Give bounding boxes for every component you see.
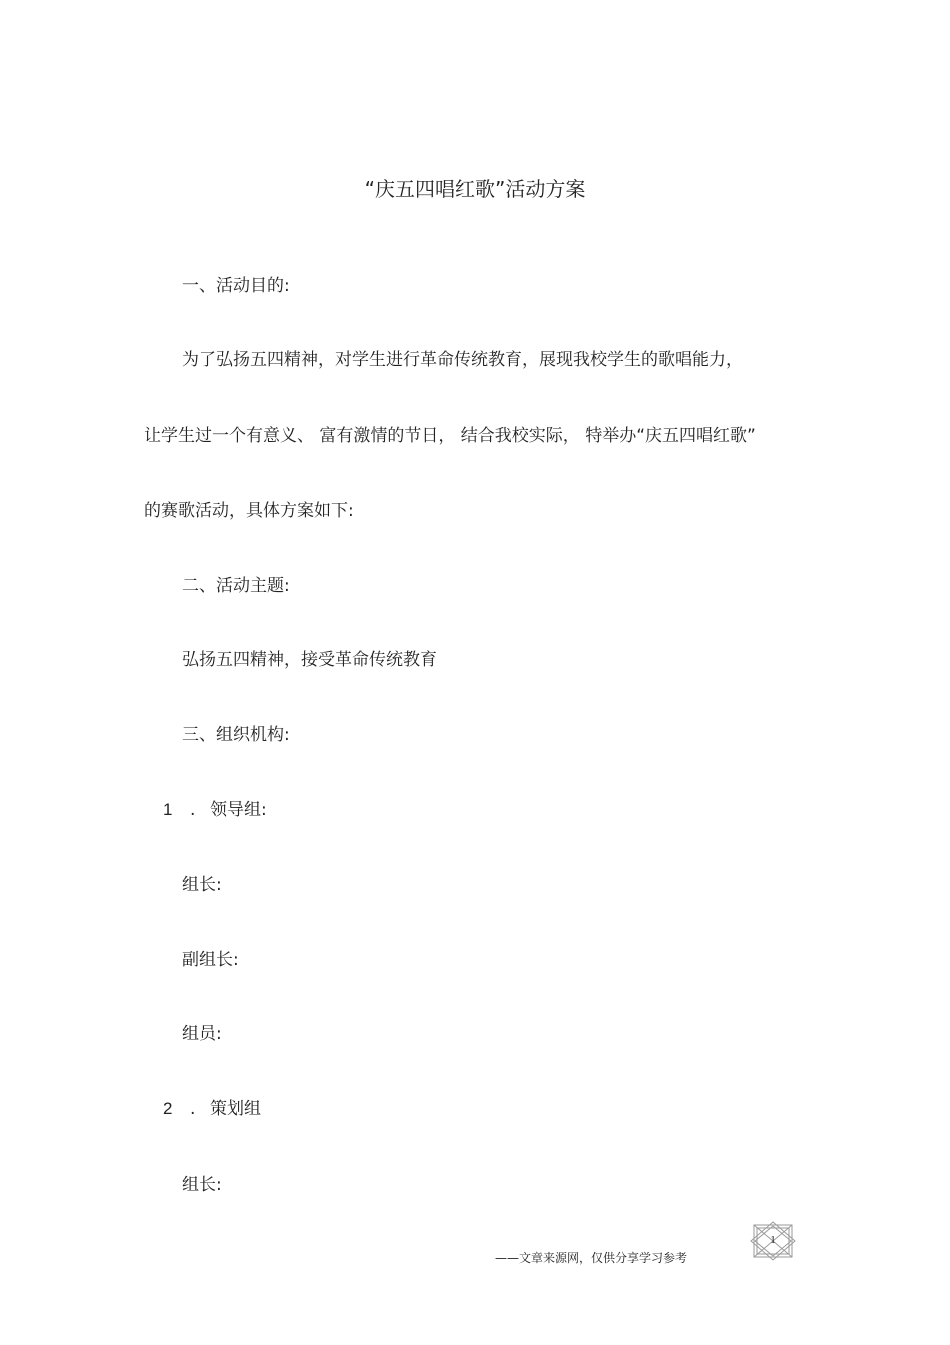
group-number: 1	[163, 800, 173, 819]
role-label: 组长:	[182, 875, 222, 895]
purpose-paragraph-line: 为了弘扬五四精神，对学生进行革命传统教育，展现我校学生的歌唱能力，	[182, 350, 743, 370]
purpose-paragraph-line: 让学生过一个有意义、 富有激情的节日， 结合我校实际， 特举办“庆五四唱红歌”	[144, 426, 756, 446]
page-number-badge	[748, 1221, 798, 1261]
purpose-paragraph-line: 的赛歌活动，具体方案如下:	[144, 501, 354, 521]
section-heading-purpose: 一、活动目的:	[182, 276, 290, 296]
group-item-leadership	[163, 799, 363, 821]
group-number-dot: .	[190, 1099, 196, 1119]
group-number-dot: .	[190, 800, 196, 820]
role-label: 组长:	[182, 1175, 222, 1195]
role-label: 组员:	[182, 1024, 222, 1044]
page-number: 1	[770, 1234, 776, 1246]
document-title: “庆五四唱红歌”活动方案	[364, 177, 586, 201]
group-item-planning	[163, 1098, 363, 1120]
section-heading-theme: 二、活动主题:	[182, 576, 290, 596]
group-number: 2	[163, 1099, 173, 1118]
group-name: 领导组:	[210, 800, 267, 820]
theme-text: 弘扬五四精神，接受革命传统教育	[182, 650, 437, 670]
section-heading-organization: 三、组织机构:	[182, 725, 290, 745]
footer-source-note: ——文章来源网，仅供分享学习参考	[495, 1251, 688, 1265]
role-label: 副组长:	[182, 950, 239, 970]
group-name: 策划组	[210, 1099, 261, 1119]
